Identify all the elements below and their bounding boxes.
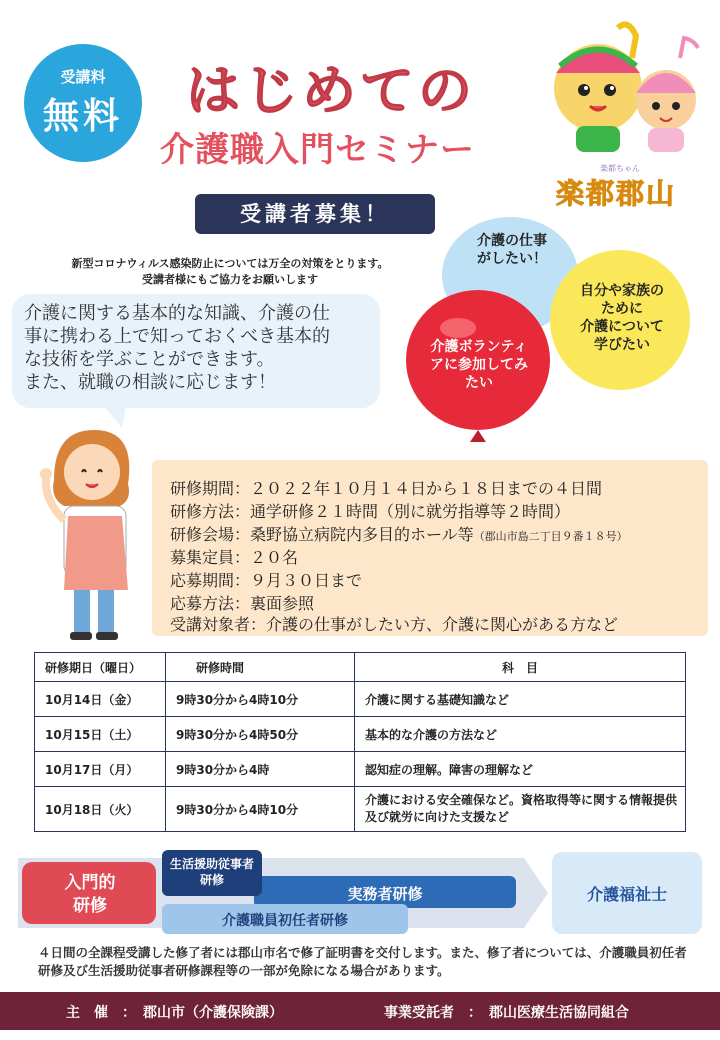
table-row <box>35 752 686 787</box>
info-venue-text: 研修会場：桑野協立病院内多目的ホール等 <box>170 525 474 544</box>
balloon-line: アに参加してみ <box>430 357 528 373</box>
table-cell-subject: 認知症の理解。障害の理解など <box>355 752 686 787</box>
free-badge <box>24 44 142 162</box>
intro-line: 介護に関する基本的な知識、介護の仕 <box>24 303 330 324</box>
table-row <box>35 682 686 717</box>
info-period: 研修期間：２０２２年１０月１４日から１８日までの４日間 <box>170 479 603 498</box>
table-cell-time: 9時30分から4時10分 <box>166 682 355 717</box>
balloon-line: 自分や家族の <box>580 283 664 299</box>
footer-contractor: 事業受託者 ： 郡山医療生活協同組合 <box>384 1005 629 1021</box>
seminar-info-box <box>152 460 708 636</box>
table-header-row <box>35 653 686 682</box>
path-practical-training: 実務者研修 <box>347 885 423 903</box>
title-line2: 介護職入門セミナー <box>160 130 475 170</box>
balloon-line: ために <box>601 301 643 317</box>
table-cell-subject: 介護に関する基礎知識など <box>355 682 686 717</box>
table-header: 研修時間 <box>166 653 355 682</box>
intro-line: な技術を学ぶことができます。 <box>24 349 275 370</box>
table-cell-date: 10月18日（火） <box>35 787 166 832</box>
path-beginner-training: 介護職員初任者研修 <box>222 913 348 929</box>
balloon-line: 介護ボランティ <box>430 339 528 355</box>
info-apply-method: 応募方法：裏面参照 <box>170 594 315 613</box>
balloon-line: 介護について <box>580 319 664 335</box>
path-intro-training: 入門的研修 <box>64 873 116 916</box>
table-cell-time: 9時30分から4時10分 <box>166 787 355 832</box>
intro-line: また、就職の相談に応じます！ <box>24 372 276 393</box>
logo-subtitle: 楽都ちゃん <box>600 164 640 173</box>
table-cell-date: 10月15日（土） <box>35 717 166 752</box>
balloon-yellow-label <box>562 282 682 354</box>
path-goal-care-worker: 介護福祉士 <box>586 885 667 904</box>
footer-bar <box>0 992 720 1030</box>
balloon-red-label <box>414 338 544 392</box>
table-row <box>35 787 686 832</box>
completion-note: ４日間の全課程受講した修了者には郡山市名で修了証明書を交付します。また、修了者については、介護職員初任者研修及び生活援助従事者研修課程等の一部が免除になる場合があります。 <box>38 945 687 978</box>
motivation-balloons <box>400 210 700 450</box>
balloon-line: がしたい！ <box>477 251 547 267</box>
footer-host: 主 催 ： 郡山市（介護保険課） <box>66 1005 283 1021</box>
info-method: 研修方法：通学研修２１時間（別に就労指導等２時間） <box>170 502 571 521</box>
table-cell-time: 9時30分から4時 <box>166 752 355 787</box>
schedule-table <box>34 652 686 832</box>
badge-free: 無料 <box>42 96 123 137</box>
table-cell-subject: 基本的な介護の方法など <box>355 717 686 752</box>
intro-speech-bubble <box>12 294 380 408</box>
caregiver-illustration <box>24 420 154 650</box>
table-header: 科 目 <box>355 653 686 682</box>
table-header: 研修期日（曜日） <box>35 653 166 682</box>
info-venue <box>170 522 628 545</box>
notice-line: 新型コロナウィルス感染防止については万全の対策をとります。 <box>71 257 389 270</box>
notice-line: 受講者様にもご協力をお願いします <box>142 273 318 286</box>
table-cell-subject: 介護における安全確保など。資格取得等に関する情報提供及び就労に向けた支援など <box>355 787 686 832</box>
career-path-diagram <box>18 848 704 938</box>
table-cell-time: 9時30分から4時50分 <box>166 717 355 752</box>
logo-text: 楽都郡山 <box>556 177 677 210</box>
covid-notice <box>60 256 400 288</box>
table-cell-date: 10月17日（月） <box>35 752 166 787</box>
recruitment-banner: 受講者募集！ <box>195 194 435 234</box>
info-venue-address: （郡山市島二丁目９番１８号） <box>473 530 628 543</box>
badge-label: 受講料 <box>60 68 106 86</box>
balloon-line: 介護の仕事 <box>477 233 547 249</box>
balloon-line: たい <box>465 375 493 391</box>
table-row <box>35 717 686 752</box>
title-line1: はじめての <box>186 59 476 122</box>
mascot-illustration <box>548 18 708 158</box>
info-target: 受講対象者：介護の仕事がしたい方、介護に関心がある方など <box>170 615 619 634</box>
info-capacity: 募集定員：２０名 <box>170 548 299 567</box>
balloon-blue-label <box>464 232 560 268</box>
balloon-line: 学びたい <box>594 337 650 353</box>
path-life-support-training: 生活援助従事者研修 <box>169 857 254 887</box>
table-cell-date: 10月14日（金） <box>35 682 166 717</box>
info-deadline: 応募期間：９月３０日まで <box>170 571 363 590</box>
intro-line: 事に携わる上で知っておくべき基本的 <box>24 326 330 347</box>
